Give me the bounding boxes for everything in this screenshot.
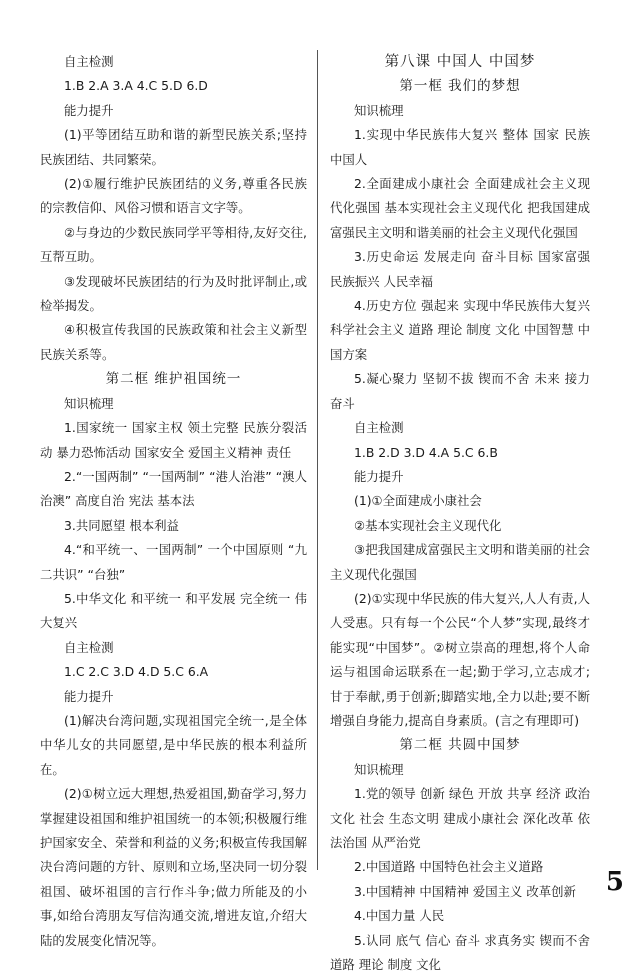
- section-heading: 第一框 我们的梦想: [399, 78, 521, 95]
- text-paragraph: 自主检测: [64, 54, 114, 69]
- text-paragraph: 知识梳理: [354, 102, 404, 118]
- text-paragraph: 能力提升: [64, 102, 114, 118]
- section-heading: 第二框 维护祖国统一: [105, 371, 242, 388]
- text-paragraph: 3.共同愿望 根本利益: [64, 517, 179, 533]
- text-paragraph: ②基本实现社会主义现代化: [354, 517, 502, 533]
- text-paragraph: 1.国家统一 国家主权 领土完整 民族分裂活动 暴力恐怖活动 国家安全 爱国主义精神 责任: [40, 420, 307, 460]
- text-paragraph: 5.凝心聚力 坚韧不拔 锲而不舍 未来 接力奋斗: [330, 371, 590, 411]
- left-column: [40, 50, 307, 953]
- text-paragraph: ③把我国建成富强民主文明和谐美丽的社会主义现代化强国: [330, 542, 590, 582]
- text-paragraph: 知识梳理: [64, 395, 114, 411]
- text-paragraph: ③发现破坏民族团结的行为及时批评制止,或检举揭发。: [40, 273, 307, 314]
- text-paragraph: (1)①全面建成小康社会: [354, 493, 482, 509]
- text-paragraph: ④积极宣传我国的民族政策和社会主义新型民族关系等。: [40, 322, 307, 362]
- section-heading: 第二框 共圆中国梦: [399, 737, 521, 754]
- text-paragraph: (2)①实现中华民族的伟大复兴,人人有责,人人受惠。只有每一个公民“个人梦”实现,最终才能实现“中国梦”。②树立崇高的理想,将个人命运与祖国命运联系在一起;勤于学习,立志成才;甘于奉献,勇于创新;脚踏实地,全力以赴;要不断增强自身能力,提高自身素质。(言之有理即可): [330, 590, 590, 728]
- text-paragraph: 3.历史命运 发展走向 奋斗目标 国家富强 民族振兴 人民幸福: [330, 249, 590, 289]
- text-paragraph: 1.C 2.C 3.D 4.D 5.C 6.A: [64, 664, 209, 680]
- text-paragraph: 3.中国精神 中国精神 爱国主义 改革创新: [354, 883, 576, 899]
- text-paragraph: 5.中华文化 和平统一 和平发展 完全统一 伟大复兴: [40, 590, 307, 631]
- text-paragraph: (2)①履行维护民族团结的义务,尊重各民族的宗教信仰、风俗习惯和语言文字等。: [40, 176, 307, 216]
- text-paragraph: 4.中国力量 人民: [354, 908, 445, 924]
- text-paragraph: 1.党的领导 创新 绿色 开放 共享 经济 政治 文化 社会 生态文明 建成小康社会 深化改革 依法治国 从严治党: [330, 786, 590, 850]
- column-divider: [317, 50, 318, 870]
- text-paragraph: 1.实现中华民族伟大复兴 整体 国家 民族 中国人: [330, 127, 590, 167]
- text-paragraph: 知识梳理: [354, 761, 404, 777]
- text-paragraph: 2.全面建成小康社会 全面建成社会主义现代化强国 基本实现社会主义现代化 把我国建成富强民主文明和谐美丽的社会主义现代化强国: [330, 176, 590, 240]
- text-paragraph: 自主检测: [64, 639, 114, 655]
- text-paragraph: 2.“一国两制” “一国两制” “港人治港” “澳人治澳” 高度自治 宪法 基本法: [40, 468, 307, 509]
- text-paragraph: 4.“和平统一、一国两制” 一个中国原则 “九二共识” “台独”: [40, 542, 307, 582]
- text-paragraph: 5.认同 底气 信心 奋斗 求真务实 锲而不舍 道路 理论 制度 文化: [330, 932, 590, 973]
- right-column: [330, 50, 590, 977]
- text-paragraph: ②与身边的少数民族同学平等相待,友好交往,互帮互助。: [40, 224, 307, 265]
- text-paragraph: (1)平等团结互助和谐的新型民族关系;坚持民族团结、共同繁荣。: [40, 127, 307, 167]
- text-paragraph: 能力提升: [64, 688, 114, 704]
- text-paragraph: 能力提升: [354, 468, 404, 484]
- text-paragraph: (2)①树立远大理想,热爱祖国,勤奋学习,努力掌握建设祖国和维护祖国统一的本领;积极履行维护国家安全、荣誉和利益的义务;积极宣传我国解决台湾问题的方针、原则和立场,坚决同一切分裂祖国、破坏祖国的言行作斗争;做力所能及的小事,如给台湾朋友写信沟通交流,增进友谊,介绍大陆的发展变化情况等。: [40, 786, 307, 948]
- section-heading: 第八课 中国人 中国梦: [384, 54, 536, 70]
- text-paragraph: 2.中国道路 中国特色社会主义道路: [354, 859, 544, 875]
- page-number: 5: [605, 867, 624, 897]
- text-paragraph: 自主检测: [354, 420, 404, 436]
- text-paragraph: 1.B 2.A 3.A 4.C 5.D 6.D: [64, 78, 208, 94]
- text-paragraph: 1.B 2.D 3.D 4.A 5.C 6.B: [354, 444, 498, 460]
- text-paragraph: 4.历史方位 强起来 实现中华民族伟大复兴 科学社会主义 道路 理论 制度 文化 中国智慧 中国方案: [330, 298, 590, 362]
- text-paragraph: (1)解决台湾问题,实现祖国完全统一,是全体中华儿女的共同愿望,是中华民族的根本利益所在。: [40, 712, 307, 777]
